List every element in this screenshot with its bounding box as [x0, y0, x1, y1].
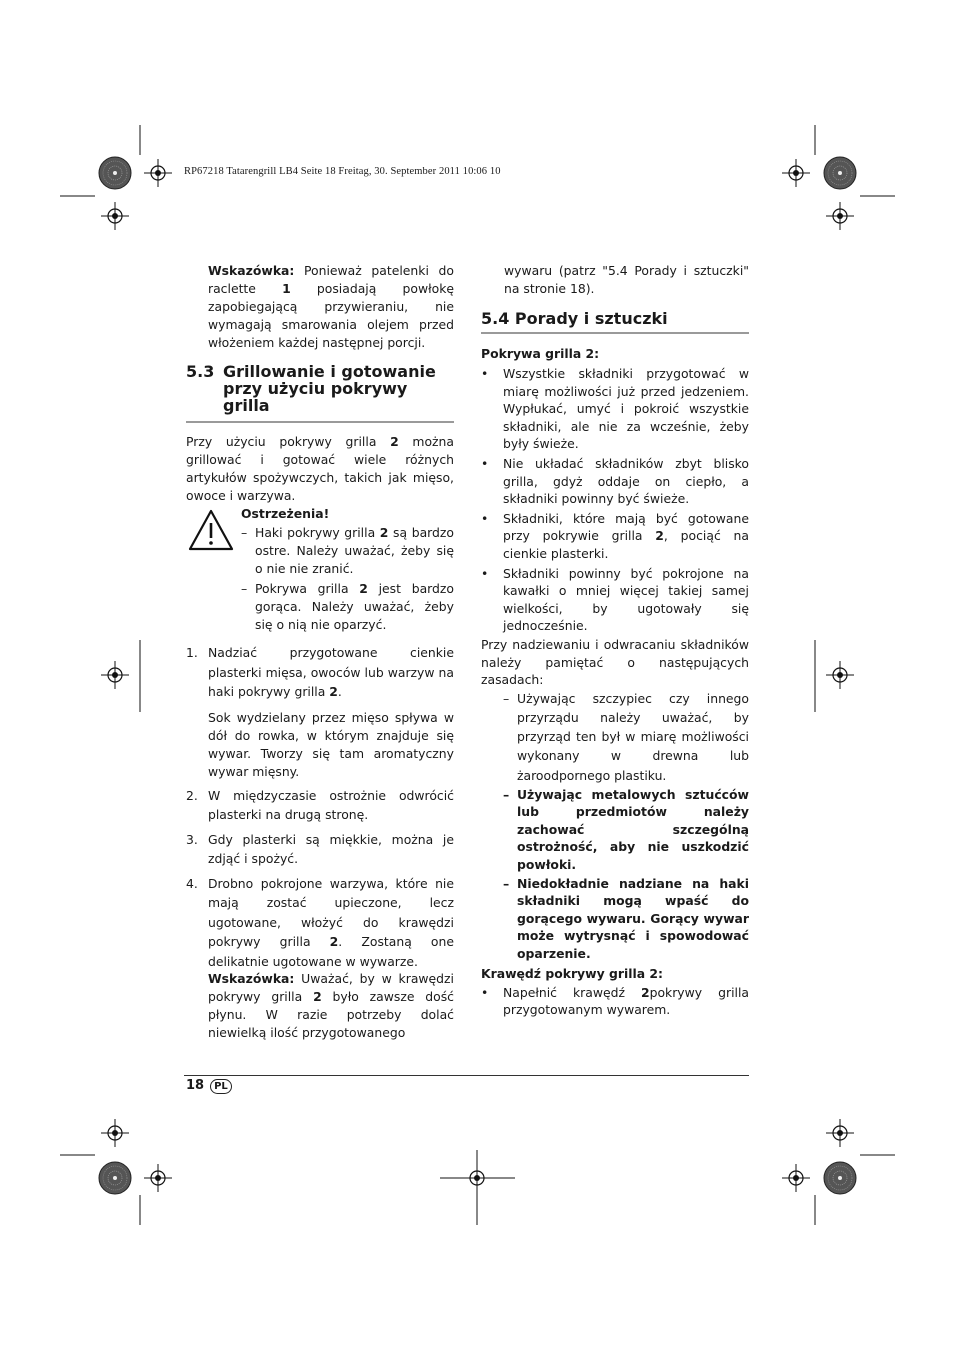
bullet-item: • Składniki powinny być pokrojone na kawałki o mniej więcej takiej samej wielkości, by ugotowały się jednocześnie. — [481, 565, 749, 634]
warning-block — [241, 505, 454, 634]
bullet-item: • Napełnić krawędź 2pokrywy grilla przygotowanym wywarem. — [481, 984, 749, 1018]
page-number: 18 — [186, 1078, 205, 1093]
page-footer — [186, 1078, 232, 1094]
continuation-text: wywaru (patrz "5.4 Porady i sztuczki" na stronie 18). — [504, 263, 749, 296]
section-heading-5-3 — [186, 363, 456, 414]
step-item: 4. Drobno pokrojone warzywa, które nie mają zostać upieczone, lecz ugotowane, włożyć do krawędzi pokrywy grilla 2. Zostaną one delikatnie ugotowane w wywarze. — [186, 875, 454, 969]
bullet-item: • Wszystkie składniki przygotować w miarę możliwości już przed jedzeniem. Wypłukać, umyć i pokroić wszystkie składniki, ale nie za wcześnie, żeby były świeże. — [481, 366, 749, 452]
step-note: Sok wydzielany przez mięso spływa w dół do rowka, w którym znajduje się wywar. Tworzy się tam aromatyczny wywar mięsny. — [208, 709, 454, 779]
section-number: 5.3 — [186, 362, 215, 381]
rules-paragraph: Przy nadziewaniu i odwracaniu składników należy pamiętać o następujących zasadach: — [481, 636, 749, 688]
section-rule — [481, 332, 749, 334]
note-raclette — [208, 262, 454, 352]
dash-item-bold: – Niedokładnie nadziane na haki składniki mogą wpaść do gorącego wywaru. Gorący wywar może wytrysnąć i spowodować oparzenie. — [503, 875, 749, 962]
subheading-lid: Pokrywa grilla 2: — [481, 346, 600, 361]
warning-triangle-icon — [188, 508, 234, 552]
warning-item: – Haki pokrywy grilla 2 są bardzo ostre. Należy uważać, żeby się o nie nie zranić. — [241, 525, 454, 576]
bullet-item: • Nie układać składników zbyt blisko grilla, gdyż oddaje on ciepło, a składniki powinny być świeże. — [481, 455, 749, 507]
subheading-rim: Krawędź pokrywy grilla 2: — [481, 965, 663, 981]
step-item: 1. Nadziać przygotowane cienkie plasterki mięsa, owoców lub warzyw na haki pokrywy grilla 2. — [186, 645, 454, 699]
warning-item: – Pokrywa grilla 2 jest bardzo gorąca. Należy uważać, żeby się o nią nie oparzyć. — [241, 581, 454, 632]
section-title: Grillowanie i gotowanie przy użyciu pokrywy grilla — [223, 362, 436, 415]
bullet-item: • Składniki, które mają być gotowane przy pokrywie grilla 2, pociąć na cienkie plasterki. — [481, 510, 749, 561]
steps-list — [186, 643, 454, 971]
warning-title: Ostrzeżenia! — [241, 506, 330, 521]
language-badge: PL — [210, 1079, 232, 1094]
section-heading-5-4: 5.4 Porady i sztuczki — [481, 309, 668, 328]
footer-rule — [184, 1075, 749, 1076]
step-item: 3. Gdy plasterki są miękkie, można je zdjąć i spożyć. — [186, 831, 454, 866]
note-broth: Wskazówka: Uważać, by w krawędzi pokrywy grilla 2 było zawsze dość płynu. W razie potrzeby dolać niewielką ilość przygotowanego — [208, 971, 454, 1040]
tips-block — [481, 345, 749, 1019]
intro-paragraph: Przy użyciu pokrywy grilla 2 można grillować i gotować wiele różnych artykułów spożywczych, takich jak mięso, owoce i warzywa. — [186, 434, 454, 503]
note-label: Wskazówka: — [208, 263, 295, 278]
part-number: 1 — [282, 281, 291, 296]
section-rule — [186, 421, 454, 423]
dash-item-bold: – Używając metalowych sztućców lub przedmiotów należy zachować szczególną ostrożność, aby nie uszkodzić powłoki. — [503, 786, 749, 873]
dash-item: – Używając szczypiec czy innego przyrządu należy uważać, by przyrząd ten był w miarę możliwości wykonany w drewna lub żaroodpornego plastiku. — [503, 690, 749, 783]
print-header: RP67218 Tatarengrill LB4 Seite 18 Freitag, 30. September 2011 10:06 10 — [184, 166, 501, 177]
step-item: 2. W międzyczasie ostrożnie odwrócić plasterki na drugą stronę. — [186, 787, 454, 822]
note-text: posiadają powłokę zapobiegającą przywieraniu, nie wymagają smarowania olejem przed włożeniem każdej następnej porcji. — [208, 281, 454, 350]
note-text: Ponieważ patelenki do raclette — [208, 263, 454, 296]
